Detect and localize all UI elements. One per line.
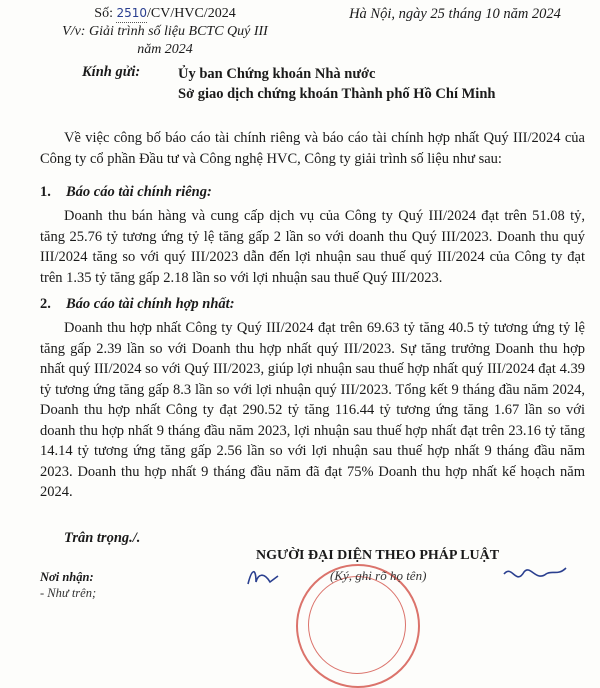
signature-scribble-right — [500, 560, 570, 590]
section-number: 1. — [40, 184, 51, 200]
section-2-heading — [40, 296, 235, 313]
subject-line-2: năm 2024 — [137, 42, 193, 57]
document-header-left — [40, 4, 290, 59]
place-and-date: Hà Nội, ngày 25 tháng 10 năm 2024 — [349, 6, 561, 22]
section-number: 2. — [40, 296, 51, 312]
addressee-label: Kính gửi: — [82, 64, 141, 80]
seal-inner-ring — [308, 576, 406, 674]
section-1-body: Doanh thu bán hàng và cung cấp dịch vụ của Công ty Quý III/2024 đạt trên 51.08 tỷ, tăng 25.76 tỷ tương ứng tỷ lệ tăng gấp 2 lần so với doanh thu Quý III/2023. Doanh thu quý III/2024 tăng so với quý III/2023 dẫn đến lợi nhuận sau thuế quý III/2024 của Công ty đạt trên 1.35 tỷ tăng gấp 2.18 lần so với lợi nhuận sau thuế Quý III/2023. — [40, 208, 585, 286]
section-title: Báo cáo tài chính riêng: — [66, 184, 212, 200]
document-number — [40, 4, 290, 23]
recipients-label: Nơi nhận: — [40, 570, 94, 584]
recipients-item: - Như trên; — [40, 586, 97, 600]
addressee-recipient: Ủy ban Chứng khoán Nhà nước — [178, 66, 376, 82]
section-1-heading — [40, 184, 212, 201]
addressee-recipients — [178, 64, 495, 104]
subject-line-1: V/v: Giải trình số liệu BCTC Quý III — [62, 24, 268, 39]
document-number-suffix: /CV/HVC/2024 — [147, 6, 236, 21]
section-title: Báo cáo tài chính hợp nhất: — [66, 296, 235, 312]
closing-text: Trân trọng./. — [64, 530, 141, 546]
intro-paragraph: Về việc công bố báo cáo tài chính riêng và báo cáo tài chính hợp nhất Quý III/2024 của Công ty cổ phần Đầu tư và Công nghệ HVC, Công ty giải trình số liệu như sau: — [40, 130, 585, 167]
signer-title: NGƯỜI ĐẠI DIỆN THEO PHÁP LUẬT — [256, 548, 500, 563]
signature-scribble-left — [244, 562, 284, 592]
document-number-prefix: Số: — [94, 6, 113, 21]
section-2-body: Doanh thu hợp nhất Công ty Quý III/2024 đạt trên 69.63 tỷ tăng 40.5 tỷ tương ứng tỷ lệ tăng gấp 2.39 lần so với Doanh thu hợp nhất quý III/2023. Sự tăng trưởng Doanh thu hợp nhất quý III/2024 so với Quý III/2023, giúp lợi nhuận sau thuế hợp nhất quý III/2024 đạt 4.39 tỷ tương ứng tăng gấp 8.3 lần so với lợi nhuận quý III/2023. Tổng kết 9 tháng đầu năm 2024, Doanh thu hợp nhất Công ty đạt 290.52 tỷ tăng 116.44 tỷ tương ứng tăng 1.67 lần so với doanh thu hợp nhất 9 tháng đầu năm 2023, lợi nhuận sau thuế hợp nhất đạt trên 23.16 tỷ tăng 14.14 tỷ tương ứng tăng gấp 2.56 lần so với lợi nhuận sau thuế hợp nhất 9 tháng đầu năm 2023. Doanh thu hợp nhất 9 tháng đầu năm đã đạt 75% Doanh thu hợp nhất kế hoạch năm 2024. — [40, 320, 585, 500]
handwritten-number: 2510 — [116, 4, 147, 23]
addressee-recipient: Sở giao dịch chứng khoán Thành phố Hồ Chí Minh — [178, 86, 496, 102]
signer-note: (Ký, ghi rõ họ tên) — [330, 568, 427, 583]
